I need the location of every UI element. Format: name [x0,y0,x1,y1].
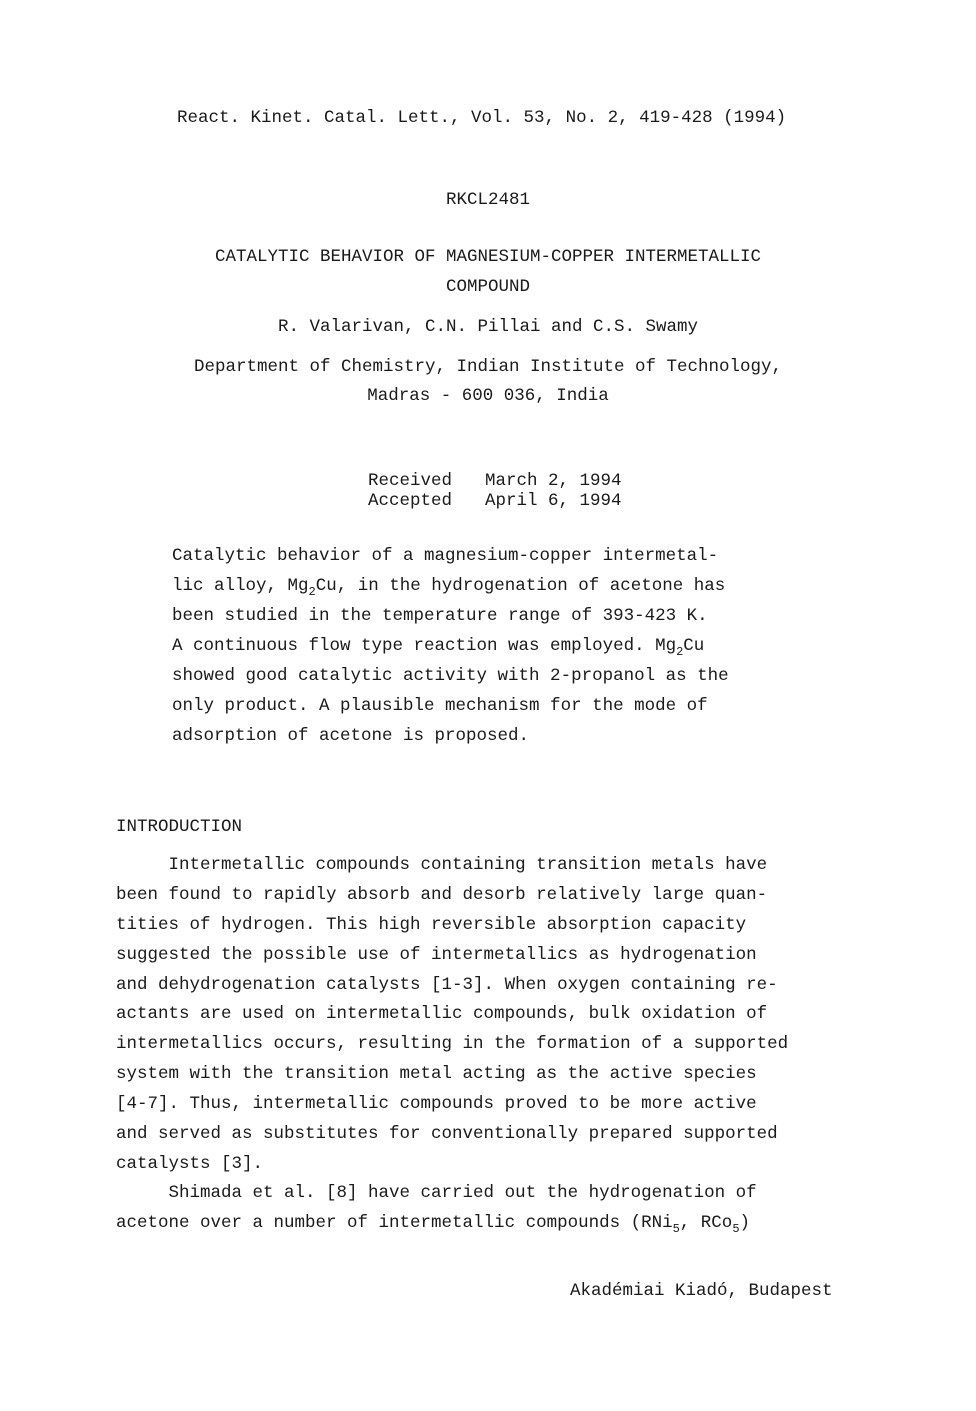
abstract-line-2: lic alloy, $Mg_2Cu$, in the hydrogenation of acetone has [172,576,726,599]
received-date: March 2, 1994 [485,471,622,491]
article-code: RKCL2481 [445,190,530,210]
paragraph-line: [4-7]. Thus, intermetallic compounds proved to be more active [116,1094,757,1115]
affiliation-line-1: Department of Chemistry, Indian Institute of Technology, [193,357,783,377]
title-line-1: CATALYTIC BEHAVIOR OF MAGNESIUM-COPPER INTERMETALLIC [214,247,762,267]
title-line-2: COMPOUND [445,277,530,297]
paragraph-line: actants are used on intermetallic compounds, bulk oxidation of [116,1004,768,1025]
paragraph-line: intermetallics occurs, resulting in the formation of a supported [116,1034,789,1055]
affiliation-line-2: Madras - 600 036, India [367,386,609,406]
abstract-line-1: Catalytic behavior of a magnesium-copper intermetal- [172,546,719,566]
paragraph-line: been found to rapidly absorb and desorb relatively large quan- [116,884,768,905]
abstract-line-4: A continuous flow type reaction was employed. $Mg_2Cu$ [172,636,705,659]
paragraph-line: suggested the possible use of intermetallics as hydrogenation [116,944,757,965]
introduction-paragraph-2-line-1: Shimada et al. [8] have carried out the hydrogenation of [116,1183,757,1203]
abstract-line-3: been studied in the temperature range of 393-423 K. [172,606,708,626]
introduction-paragraph-2-line-2: acetone over a number of intermetallic compounds (RNi$_5$, RCo$_5$) [116,1213,751,1236]
accepted-label: Accepted [368,491,453,511]
paragraph-line: Intermetallic compounds containing transition metals have [116,855,768,875]
introduction-heading: INTRODUCTION [116,817,243,837]
abstract-line-5: showed good catalytic activity with 2-propanol as the [172,666,729,686]
accepted-date: April 6, 1994 [485,491,622,511]
abstract-line-6: only product. A plausible mechanism for the mode of [172,696,708,716]
paragraph-line: and served as substitutes for conventionally prepared supported [116,1124,778,1145]
paragraph-line: and dehydrogenation catalysts [1-3]. When oxygen containing re- [116,974,778,995]
paragraph-line: system with the transition metal acting as the active species [116,1064,757,1085]
accepted-row [347,471,622,511]
abstract-line-7: adsorption of acetone is proposed. [172,726,530,746]
introduction-paragraph-1 [116,851,876,1180]
authors: R. Valarivan, C.N. Pillai and C.S. Swamy [277,317,699,337]
received-label: Received [368,471,453,491]
paragraph-line: catalysts [3]. [116,1153,264,1174]
publisher-footer: Akadémiai Kiadó, Budapest [570,1281,833,1301]
journal-reference: React. Kinet. Catal. Lett., Vol. 53, No. 2, 419-428 (1994) [177,108,787,128]
paragraph-line: tities of hydrogen. This high reversible absorption capacity [116,914,747,935]
